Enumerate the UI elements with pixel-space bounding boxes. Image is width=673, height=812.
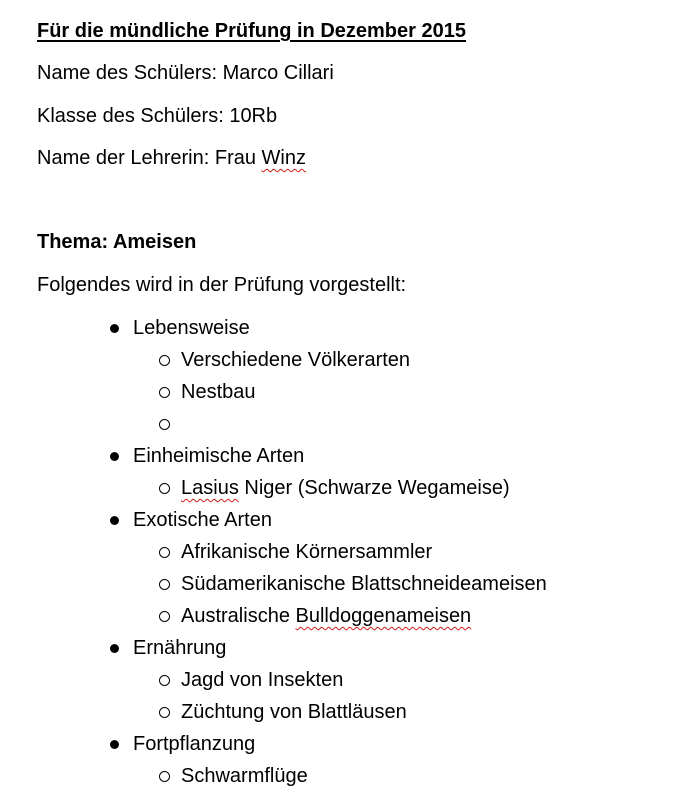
- circle-bullet-icon: [159, 547, 170, 558]
- misspelled-word[interactable]: Bulldoggenameisen: [295, 605, 472, 627]
- list-item-label: Einheimische Arten: [133, 445, 305, 467]
- sublist-item-label: Jagd von Insekten: [181, 669, 344, 691]
- bullet-icon: [110, 324, 119, 333]
- list-item-label: Lebensweise: [133, 317, 250, 339]
- list-item-label: Exotische Arten: [133, 509, 272, 531]
- sublist-item-label: Afrikanische Körnersammler: [181, 541, 433, 563]
- sublist-item-text: Australische: [181, 605, 296, 627]
- circle-bullet-icon: [159, 419, 170, 430]
- circle-bullet-icon: [159, 611, 170, 622]
- bullet-icon: [110, 452, 119, 461]
- circle-bullet-icon: [159, 355, 170, 366]
- student-name-line: Name des Schülers: Marco Cillari: [37, 62, 334, 84]
- circle-bullet-icon: [159, 771, 170, 782]
- sublist-item-label: [181, 604, 471, 628]
- sublist-item-label: Südamerikanische Blattschneideameisen: [181, 573, 547, 595]
- circle-bullet-icon: [159, 675, 170, 686]
- bullet-icon: [110, 740, 119, 749]
- circle-bullet-icon: [159, 387, 170, 398]
- sublist-item-label: [181, 476, 510, 500]
- teacher-prefix: Name der Lehrerin: Frau: [37, 147, 262, 169]
- circle-bullet-icon: [159, 483, 170, 494]
- list-item-label: Fortpflanzung: [133, 733, 256, 755]
- list-item-label: Ernährung: [133, 637, 227, 659]
- circle-bullet-icon: [159, 579, 170, 590]
- sublist-item-label: Nestbau: [181, 381, 256, 403]
- bullet-icon: [110, 644, 119, 653]
- circle-bullet-icon: [159, 707, 170, 718]
- misspelled-word[interactable]: Lasius: [181, 477, 239, 499]
- sublist-item-label: Züchtung von Blattläusen: [181, 701, 407, 723]
- bullet-icon: [110, 516, 119, 525]
- teacher-lastname-misspelled[interactable]: Winz: [261, 147, 306, 169]
- student-class-line: Klasse des Schülers: 10Rb: [37, 105, 278, 127]
- document-title: Für die mündliche Prüfung in Dezember 2015: [37, 20, 466, 42]
- sublist-item-label: Verschiedene Völkerarten: [181, 349, 411, 371]
- sublist-item-text: Niger (Schwarze Wegameise): [238, 477, 510, 499]
- intro-line: Folgendes wird in der Prüfung vorgestellt:: [37, 274, 407, 296]
- topic-heading: Thema: Ameisen: [37, 231, 197, 253]
- sublist-item-label: Schwarmflüge: [181, 765, 308, 787]
- teacher-name-line: [37, 146, 306, 170]
